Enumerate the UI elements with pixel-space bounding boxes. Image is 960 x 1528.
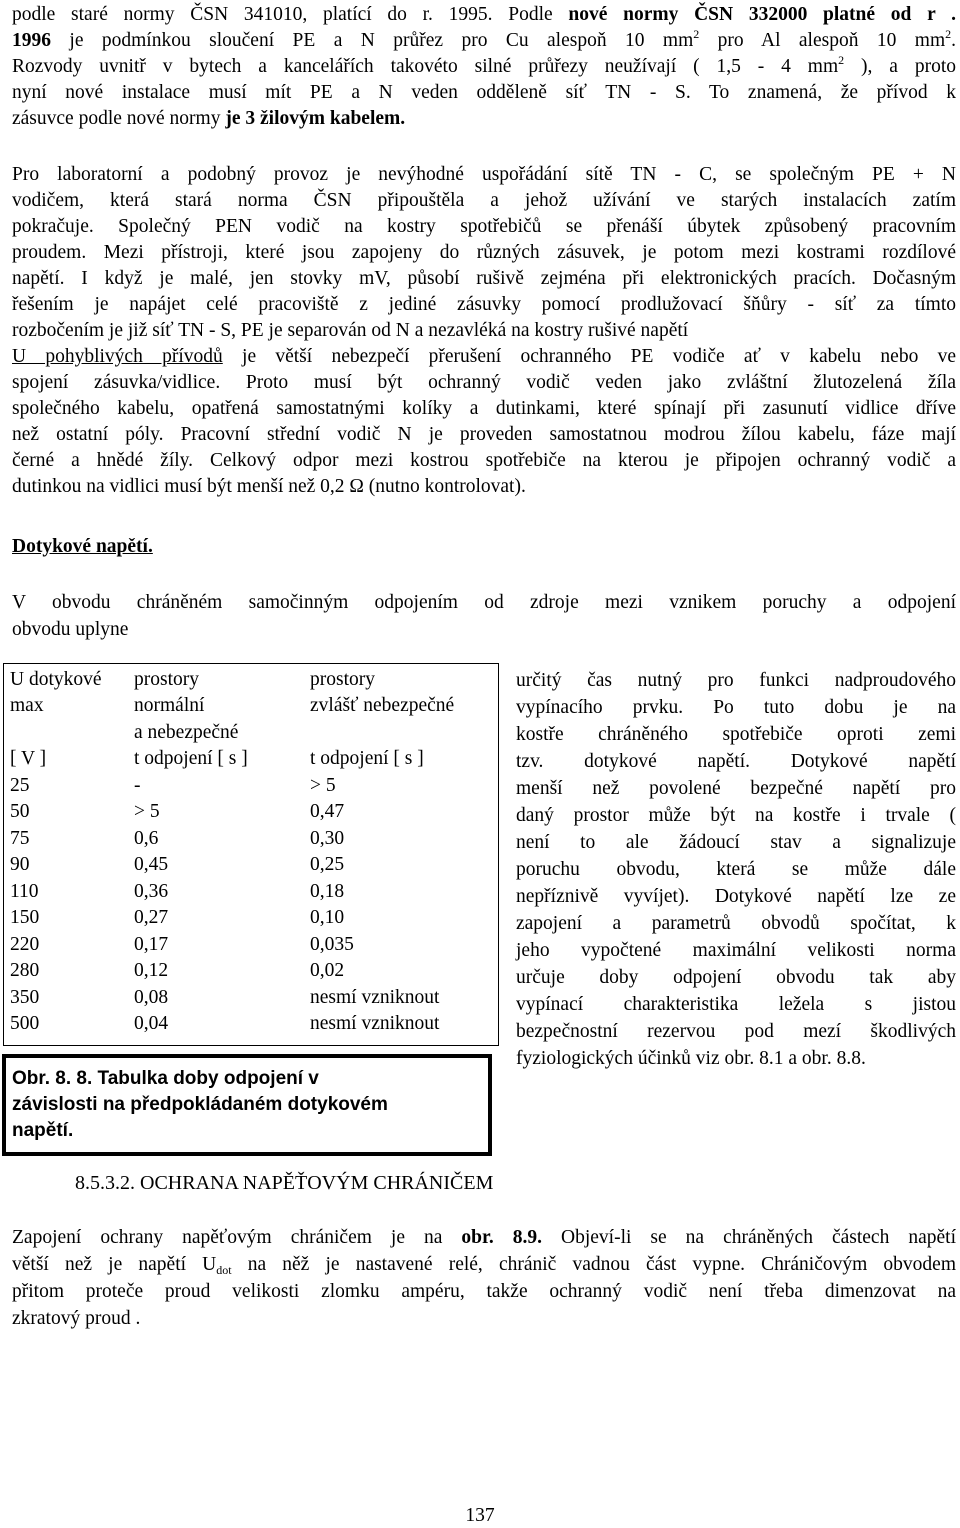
paragraph-line: Pro laboratorní a podobný provoz je nevýhodné uspořádání sítě TN - C, se společným PE + N [12, 164, 956, 185]
paragraph-line: kostře chráněného spotřebiče oproti zemi [516, 724, 956, 745]
table-row [4, 903, 498, 930]
paragraph-line: řešením je napájet celé pracoviště z jediné zásuvky pomocí prodlužovací šňůry - síť za tímto [12, 294, 956, 315]
text-span: je větší nebezpečí přerušení ochranného PE vodiče ať v kabelu nebo ve [222, 346, 957, 367]
table-cell: prostory [310, 668, 375, 690]
paragraph-line: přitom proteče proud velikosti zlomku ampéru, takže ochranný vodič není třeba dimenzovat na [12, 1281, 956, 1302]
paragraph-line: obvodu uplyne [12, 619, 129, 640]
underlined-text: U pohyblivých přívodů [12, 346, 223, 367]
paragraph-line: rozbočením je již síť TN - S, PE je separován od N a nezavléká na kostry rušivé napětí [12, 320, 689, 341]
table-cell: 0,02 [310, 960, 345, 981]
paragraph-line: tzv. dotykové napětí. Dotykové napětí [516, 751, 956, 772]
text-span: ), a proto [844, 56, 956, 77]
table-cell: 0,12 [134, 960, 169, 981]
table-cell: max [10, 695, 44, 716]
paragraph-line: nepříznivě vyvíjet). Dotykové napětí lze ze [516, 886, 956, 907]
table-cell: 90 [10, 854, 30, 875]
table-cell: 0,27 [134, 907, 169, 928]
table-cell: 50 [10, 801, 30, 822]
paragraph-line: daný prostor může být na kostře i trvale ( [516, 805, 956, 826]
bold-text: je 3 žilovým kabelem. [225, 108, 406, 129]
superscript: 2 [838, 53, 845, 67]
table-cell: > 5 [134, 801, 160, 822]
table-cell: 0,30 [310, 827, 345, 849]
bold-text: nové normy ČSN 332000 platné od r . [568, 4, 956, 25]
paragraph-line: bezpečnostní rezervou pod mezí škodlivých [516, 1021, 956, 1042]
table-cell: a nebezpečné [134, 721, 239, 743]
text-span: Objeví-li se na chráněných částech napětí [542, 1227, 956, 1248]
table-cell: prostory [134, 668, 199, 690]
text-span: je podmínkou sloučení PE a N průřez pro Cu alespoň 10 mm [51, 30, 694, 51]
paragraph-line: menší než povolené bezpečné napětí pro [516, 778, 956, 799]
paragraph-line [12, 1224, 956, 1251]
table-row [4, 929, 498, 956]
table-cell: 150 [10, 907, 40, 928]
paragraph-line: proudem. Mezi přístroji, které jsou zapojeny do různých zásuvek, je potom mezi kostrami rozdílové [12, 242, 956, 263]
paragraph-line: vypínacího prvku. Po tuto dobu je na [516, 697, 956, 718]
section-heading-voltage-protector: 8.5.3.2. OCHRANA NAPĚŤOVÝM CHRÁNIČEM [75, 1172, 494, 1194]
table-cell [4, 717, 128, 744]
table-cell: 0,17 [134, 933, 169, 955]
text-span: pro Al alespoň 10 mm [699, 30, 946, 51]
table-cell: 0,08 [134, 986, 169, 1008]
table-cell: 0,47 [310, 801, 345, 822]
table-row [4, 823, 498, 850]
table-cell: 220 [10, 933, 40, 955]
section-heading-touch-voltage: Dotykové napětí. [12, 536, 153, 557]
table-cell: 0,6 [134, 827, 159, 849]
table-cell: 0,25 [310, 854, 345, 875]
table-cell: 500 [10, 1013, 40, 1034]
paragraph-line: pokračuje. Společný PEN vodič na kostry spotřebičů se přenáší úbytek způsobený pracovním [12, 216, 956, 237]
paragraph-line: zkratový proud . [12, 1308, 141, 1329]
table-cell: 0,035 [310, 933, 354, 955]
paragraph-line: společného kabelu, opatřená samostatnými kolíky a dutinkami, které spínají při zasunutí vidlice dříve [12, 398, 956, 419]
paragraph-line: určitý čas nutný pro funkci nadproudového [516, 670, 956, 691]
table-header-row [4, 744, 498, 771]
caption-line: napětí. [12, 1120, 74, 1141]
voltage-protector-paragraph [12, 1224, 956, 1332]
table-row [4, 797, 498, 824]
text-span: větší než je napětí U [12, 1254, 217, 1275]
table-cell: nesmí vzniknout [310, 986, 440, 1008]
table-cell: 0,18 [310, 880, 345, 902]
table-cell: zvlášť nebezpečné [310, 695, 455, 716]
paragraph-line: dutinkou na vidlici musí být menší než 0,2 Ω (nutno kontrolovat). [12, 476, 526, 497]
laboratory-paragraph [12, 162, 956, 500]
paragraph-line: zapojení a parametrů obvodů spočítat, k [516, 913, 956, 934]
table-cell: 0,04 [134, 1013, 169, 1034]
disconnection-time-table [3, 663, 499, 1046]
paragraph-line: fyziologických účinků viz obr. 8.1 a obr. 8.8. [516, 1048, 866, 1069]
intro-line: nyní nové instalace musí mít PE a N veden odděleně síť TN - S. To znamená, že přívod k [12, 82, 956, 103]
table-body [4, 664, 498, 1035]
table-cell: t odpojení [ s ] [134, 748, 248, 769]
figure-caption [2, 1054, 492, 1156]
table-cell [304, 717, 498, 744]
superscript: 2 [693, 27, 700, 41]
table-cell: 0,36 [134, 880, 169, 902]
bold-text: obr. 8.9. [461, 1227, 542, 1248]
paragraph-line: není to ale žádoucí stav a signalizuje [516, 832, 956, 853]
text-span: podle staré normy ČSN 341010, platící do r. 1995. Podle [12, 4, 569, 25]
table-cell: normální [134, 695, 205, 716]
table-cell: 75 [10, 827, 30, 849]
intro-line [12, 54, 956, 80]
table-cell: [ V ] [10, 748, 47, 769]
table-cell: t odpojení [ s ] [310, 748, 424, 769]
superscript: 2 [945, 27, 952, 41]
table-cell: 280 [10, 960, 40, 981]
intro-line [12, 2, 956, 28]
bold-text: 1996 [12, 30, 51, 51]
table-cell: 350 [10, 986, 40, 1008]
table-row [4, 850, 498, 877]
table-header-row [4, 691, 498, 718]
paragraph-line [12, 344, 956, 370]
table-cell: 25 [10, 774, 30, 796]
table-cell: 0,45 [134, 854, 169, 875]
paragraph-line: vodičem, která stará norma ČSN připouštěla a jehož užívání ve starých instalacích zatím [12, 190, 956, 211]
paragraph-line: napětí. I když je malé, jen stovky mV, působí rušivě zejména při elektronických pracích. Dočasným [12, 268, 956, 289]
table-row [4, 770, 498, 797]
table-row [4, 956, 498, 983]
caption-line: závislosti na předpokládaném dotykovém [12, 1094, 388, 1115]
paragraph-line: černé a hnědé žíly. Celkový odpor mezi kostrou spotřebiče na kterou je připojen ochranný vodič a [12, 450, 956, 471]
text-span: zásuvce podle nové normy [12, 108, 226, 129]
page-number: 137 [465, 1505, 495, 1526]
table-cell: U dotykové [10, 668, 102, 690]
table-cell: 0,10 [310, 907, 345, 928]
paragraph-line: než ostatní póly. Pracovní střední vodič N je proveden samostatnou modrou žílou kabelu, fáze mají [12, 424, 956, 445]
table-row [4, 1009, 498, 1036]
table-header-row [4, 664, 498, 691]
subscript: dot [216, 1263, 232, 1277]
caption-line: Obr. 8. 8. Tabulka doby odpojení v [12, 1068, 319, 1089]
intro-line [12, 28, 956, 54]
paragraph-line: vypínací charakteristika ležela s jistou [516, 994, 956, 1015]
paragraph-line [12, 1251, 956, 1278]
text-span: na něž je nastavené relé, chránič vadnou část vypne. Chráničovým obvodem [231, 1254, 956, 1275]
table-cell: - [134, 774, 141, 796]
table-cell: > 5 [310, 774, 336, 796]
table-row [4, 982, 498, 1009]
paragraph-line: spojení zásuvka/vidlice. Proto musí být ochranný vodič veden jako zvláštní žlutozelená žíla [12, 372, 956, 393]
intro-line [12, 106, 956, 132]
table [4, 664, 498, 1035]
touch-voltage-explanation [516, 667, 956, 1072]
table-row [4, 876, 498, 903]
table-header-row [4, 717, 498, 744]
paragraph-line: V obvodu chráněném samočinným odpojením od zdroje mezi vznikem poruchy a odpojení [12, 592, 956, 613]
paragraph-line: poruchu obvodu, která se může dále [516, 859, 956, 880]
text-span: Rozvody uvnitř v bytech a kancelářích takovéto silné průřezy neužívají ( 1,5 - 4 mm [12, 56, 839, 77]
text-span: . [951, 30, 956, 51]
paragraph-line: určuje doby odpojení obvodu tak aby [516, 967, 956, 988]
intro-paragraph [12, 2, 956, 132]
paragraph-line: jeho vypočtené maximální velikosti norma [516, 940, 956, 961]
table-cell: 110 [10, 880, 39, 902]
text-span: Zapojení ochrany napěťovým chráničem je na [12, 1227, 462, 1248]
circuit-paragraph [12, 589, 956, 643]
table-cell: nesmí vzniknout [310, 1013, 440, 1034]
